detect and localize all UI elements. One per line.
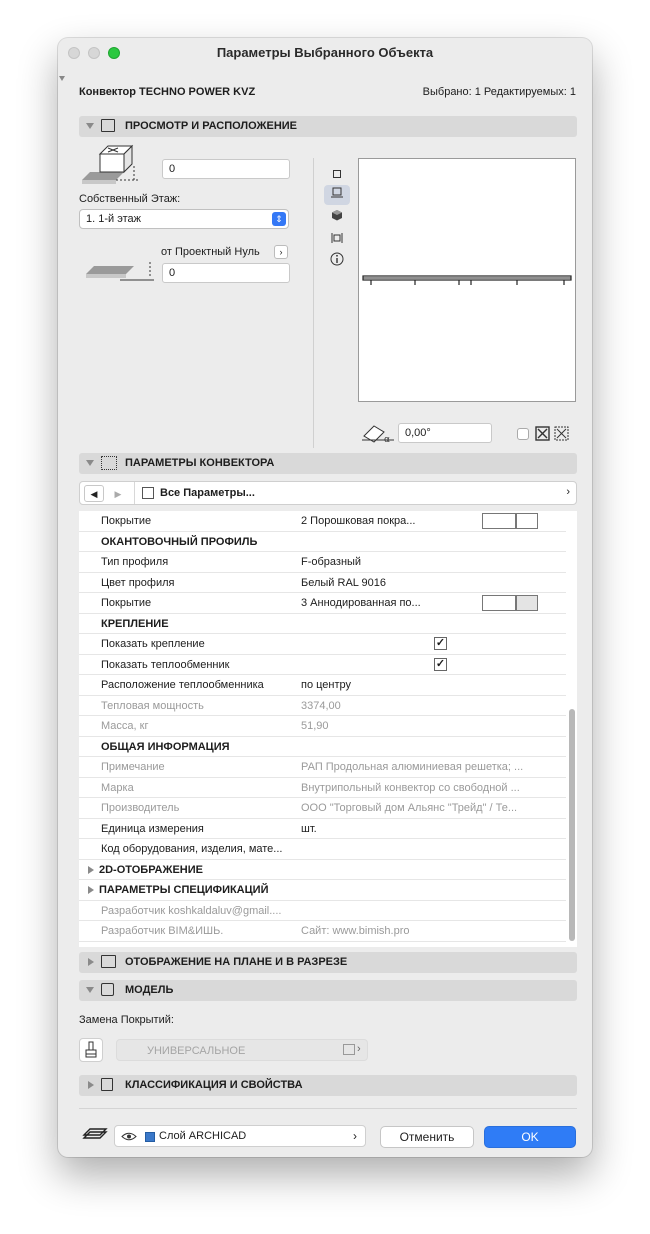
section-view-button[interactable] [324, 230, 350, 250]
object-settings-window [58, 38, 592, 1157]
disclosure-triangle-icon [86, 987, 94, 993]
section-plan-display[interactable] [79, 952, 577, 973]
offset-input[interactable]: 0 [162, 263, 290, 283]
rotation-angle-icon [360, 422, 396, 444]
param-value: 3374,00 [301, 699, 341, 712]
disclosure-triangle-icon [86, 460, 94, 466]
nav-forward-button[interactable]: ▶ [108, 485, 128, 502]
3d-view-button[interactable] [324, 207, 350, 227]
section-label: ПАРАМЕТРЫ КОНВЕКТОРА [125, 457, 275, 469]
layers-icon [82, 1125, 108, 1141]
window-grip-icon [59, 76, 65, 81]
surface-picker-icon [343, 1044, 355, 1055]
params-row[interactable] [79, 593, 566, 614]
param-name: Масса, кг [101, 720, 149, 732]
disclosure-triangle-icon[interactable] [88, 886, 94, 894]
param-name: Разработчик koshkaldaluv@gmail.... [101, 904, 282, 917]
layer-name: Слой ARCHICAD [159, 1130, 247, 1142]
window-title: Параметры Выбранного Объекта [216, 45, 434, 60]
section-convector-params[interactable] [79, 453, 577, 474]
params-row[interactable] [79, 634, 566, 655]
plan-section-icon [101, 955, 116, 968]
param-value: 51,90 [301, 720, 329, 732]
cube-icon [331, 209, 343, 221]
param-value[interactable]: 2 Порошковая покра... [301, 515, 416, 527]
params-row[interactable] [79, 798, 566, 819]
chevron-right-icon: › [353, 1129, 357, 1143]
param-name: Покрытие [101, 515, 152, 527]
param-value[interactable]: по центру [301, 679, 352, 691]
params-row[interactable] [79, 675, 566, 696]
param-name: Тип профиля [101, 556, 169, 568]
divider [313, 158, 314, 448]
convector-plan-preview [359, 159, 575, 401]
offset-iso-icon [80, 260, 156, 290]
param-name: ПАРАМЕТРЫ СПЕЦИФИКАЦИЙ [99, 884, 269, 896]
mirror-icons[interactable] [535, 426, 571, 442]
section-model[interactable] [79, 980, 577, 1001]
surface-override-select[interactable] [116, 1039, 368, 1061]
svg-text:α: α [384, 435, 390, 444]
params-icon [101, 456, 117, 470]
params-group-row[interactable] [79, 860, 566, 881]
params-row[interactable] [79, 655, 566, 676]
section-label: ОТОБРАЖЕНИЕ НА ПЛАНЕ И В РАЗРЕЗЕ [125, 956, 348, 968]
2d-view-button[interactable] [324, 164, 350, 184]
params-table [79, 511, 566, 947]
ok-button[interactable]: OK [484, 1126, 576, 1148]
elevation-iso-icon [80, 142, 150, 190]
nav-back-button[interactable]: ◀ [84, 485, 104, 502]
param-value[interactable]: Белый RAL 9016 [301, 576, 387, 589]
tree-icon [142, 487, 154, 499]
params-row[interactable] [79, 573, 566, 594]
cancel-button[interactable]: Отменить [380, 1126, 474, 1148]
selection-info: Выбрано: 1 Редактируемых: 1 [422, 86, 576, 98]
param-name: Тепловая мощность [101, 699, 204, 712]
params-row[interactable] [79, 757, 566, 778]
params-row[interactable] [79, 511, 566, 532]
material-swatch[interactable] [516, 513, 538, 529]
material-swatch[interactable] [482, 513, 516, 529]
cube-outline-icon [101, 983, 114, 996]
param-checkbox[interactable]: ✓ [435, 637, 446, 649]
disclosure-triangle-icon [86, 123, 94, 129]
param-value[interactable]: 3 Аннодированная по... [301, 597, 421, 609]
params-row[interactable] [79, 839, 566, 860]
param-name: Примечание [101, 761, 165, 773]
param-name: Показать теплообменник [101, 658, 230, 671]
params-group-row[interactable] [79, 880, 566, 901]
section-classification[interactable] [79, 1075, 577, 1096]
params-scrollbar[interactable] [566, 511, 577, 947]
object-preview [358, 158, 576, 402]
param-name: ОБЩАЯ ИНФОРМАЦИЯ [101, 740, 230, 753]
material-swatch[interactable] [516, 595, 538, 611]
params-row[interactable] [79, 778, 566, 799]
disclosure-triangle-icon[interactable] [88, 866, 94, 874]
param-name: Код оборудования, изделия, мате... [101, 843, 283, 855]
section-view-placement[interactable] [79, 116, 577, 137]
elevation-input[interactable]: 0 [162, 159, 290, 179]
param-value: Сайт: www.bimish.pro [301, 925, 410, 937]
reference-label: от Проектный Нуль [161, 246, 260, 258]
plan-view-icon [330, 187, 344, 199]
params-row[interactable] [79, 716, 566, 737]
params-row[interactable] [79, 921, 566, 942]
param-name: Показать крепление [101, 638, 205, 650]
param-name: Марка [101, 781, 134, 794]
info-icon [330, 252, 344, 266]
view-placement-icon [101, 119, 115, 132]
home-story-label: Собственный Этаж: [79, 193, 181, 205]
param-name: Единица измерения [101, 822, 204, 835]
params-group-row[interactable] [79, 737, 566, 758]
surface-override-label: Замена Покрытий: [79, 1014, 174, 1026]
section-label: МОДЕЛЬ [125, 984, 174, 996]
param-name: Цвет профиля [101, 576, 175, 589]
paint-brush-icon [80, 1039, 102, 1061]
param-value: ООО "Торговый дом Альянс "Трейд" / Те... [301, 802, 518, 814]
disclosure-triangle-icon [88, 1081, 94, 1089]
section-label: КЛАССИФИКАЦИЯ И СВОЙСТВА [125, 1079, 303, 1091]
param-name: Покрытие [101, 597, 152, 609]
surface-override-value: УНИВЕРСАЛЬНОЕ [147, 1045, 246, 1057]
list-icon [101, 1078, 113, 1091]
divider [134, 482, 135, 504]
angle-input[interactable]: 0,00° [398, 423, 492, 443]
reference-chevron-button[interactable]: › [274, 245, 288, 259]
params-row[interactable] [79, 696, 566, 717]
chevron-right-icon: › [357, 1043, 361, 1055]
param-checkbox[interactable]: ✓ [435, 657, 446, 670]
params-row[interactable] [79, 819, 566, 840]
param-name: КРЕПЛЕНИЕ [101, 617, 169, 630]
material-swatch[interactable] [482, 595, 516, 611]
params-path-label[interactable]: Все Параметры... [160, 487, 255, 499]
param-value[interactable]: F-образный [301, 556, 362, 568]
updown-chevron-icon: ⇕ [272, 212, 286, 226]
section-view-icon [330, 232, 344, 244]
param-value: РАП Продольная алюминиевая решетка; ... [301, 761, 524, 773]
paint-brush-button[interactable] [79, 1038, 103, 1062]
params-group-row[interactable] [79, 614, 566, 635]
mirror-checkbox[interactable] [517, 428, 529, 440]
object-name: Конвектор TECHNO POWER KVZ [79, 86, 256, 98]
scrollbar-thumb[interactable] [569, 709, 575, 941]
titlebar [58, 38, 592, 68]
params-navigation-bar [79, 481, 577, 505]
param-name: 2D-ОТОБРАЖЕНИЕ [99, 863, 203, 876]
layer-color-icon [145, 1132, 155, 1142]
param-value[interactable]: шт. [301, 822, 317, 835]
home-story-value: 1. 1-й этаж [86, 213, 141, 225]
param-value: Внутрипольный конвектор со свободной ... [301, 781, 520, 794]
plan-view-button[interactable] [324, 185, 350, 205]
param-name: Производитель [101, 802, 180, 814]
disclosure-triangle-icon [88, 958, 94, 966]
eye-icon[interactable] [121, 1131, 137, 1142]
section-label: ПРОСМОТР И РАСПОЛОЖЕНИЕ [125, 120, 298, 132]
layer-select[interactable] [114, 1125, 366, 1147]
params-row[interactable] [79, 552, 566, 573]
params-row[interactable] [79, 901, 566, 922]
footer-divider [79, 1108, 577, 1109]
home-story-select[interactable] [79, 209, 289, 229]
param-name: Расположение теплообменника [101, 679, 264, 691]
info-button[interactable] [324, 252, 350, 272]
param-name: ОКАНТОВОЧНЫЙ ПРОФИЛЬ [101, 535, 258, 548]
chevron-right-icon[interactable]: › [566, 486, 570, 498]
params-group-row[interactable] [79, 532, 566, 553]
param-name: Разработчик BIM&ИШЬ. [101, 925, 224, 937]
